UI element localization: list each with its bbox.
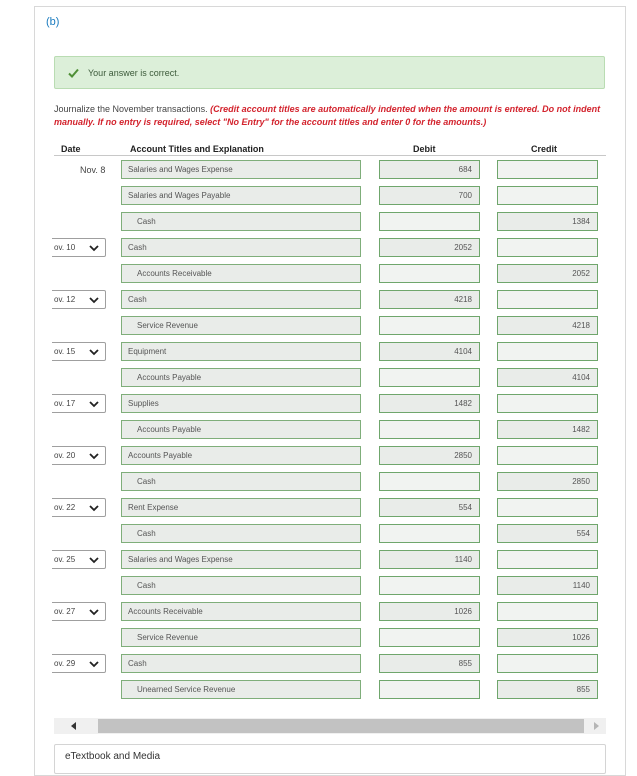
journal-row xyxy=(0,628,637,650)
date-select-value: ov. 12 xyxy=(54,295,76,304)
journal-row xyxy=(0,264,637,286)
account-title-input[interactable]: Salaries and Wages Expense xyxy=(121,160,361,179)
date-select-value: ov. 27 xyxy=(54,607,76,616)
etextbook-label: eTextbook and Media xyxy=(65,751,161,762)
account-title-input[interactable]: Cash xyxy=(121,654,361,673)
journal-row xyxy=(0,654,637,676)
chevron-down-icon xyxy=(89,660,99,668)
credit-input[interactable] xyxy=(497,342,598,361)
credit-input[interactable] xyxy=(497,550,598,569)
credit-input[interactable]: 1482 xyxy=(497,420,598,439)
date-select[interactable] xyxy=(52,238,106,257)
credit-input[interactable]: 1384 xyxy=(497,212,598,231)
account-title-input[interactable]: Rent Expense xyxy=(121,498,361,517)
account-title-input[interactable]: Supplies xyxy=(121,394,361,413)
credit-input[interactable]: 4218 xyxy=(497,316,598,335)
debit-input[interactable]: 2052 xyxy=(379,238,480,257)
debit-input[interactable]: 4218 xyxy=(379,290,480,309)
scroll-left-button[interactable] xyxy=(54,718,94,734)
journal-row xyxy=(0,160,637,182)
chevron-down-icon xyxy=(89,504,99,512)
journal-row xyxy=(0,186,637,208)
chevron-down-icon xyxy=(89,400,99,408)
date-select-value: ov. 25 xyxy=(54,555,76,564)
account-title-input[interactable]: Accounts Receivable xyxy=(121,264,361,283)
journal-row xyxy=(0,472,637,494)
arrow-left-icon xyxy=(71,722,77,730)
date-select-value: ov. 15 xyxy=(54,347,76,356)
date-select[interactable] xyxy=(52,602,106,621)
debit-input[interactable]: 1140 xyxy=(379,550,480,569)
date-select-value: ov. 10 xyxy=(54,243,76,252)
account-title-input[interactable]: Cash xyxy=(121,524,361,543)
credit-input[interactable]: 2052 xyxy=(497,264,598,283)
journal-row xyxy=(0,446,637,468)
debit-input[interactable]: 700 xyxy=(379,186,480,205)
account-title-input[interactable]: Cash xyxy=(121,472,361,491)
debit-input[interactable] xyxy=(379,264,480,283)
credit-input[interactable] xyxy=(497,186,598,205)
credit-input[interactable] xyxy=(497,498,598,517)
account-title-input[interactable]: Cash xyxy=(121,212,361,231)
journal-row xyxy=(0,316,637,338)
scroll-right-button[interactable] xyxy=(586,718,606,734)
date-select[interactable] xyxy=(52,394,106,413)
chevron-down-icon xyxy=(89,452,99,460)
header-account: Account Titles and Explanation xyxy=(130,144,264,154)
chevron-down-icon xyxy=(89,348,99,356)
debit-input[interactable]: 1026 xyxy=(379,602,480,621)
account-title-input[interactable]: Cash xyxy=(121,290,361,309)
debit-input[interactable] xyxy=(379,212,480,231)
credit-input[interactable] xyxy=(497,160,598,179)
journal-row xyxy=(0,238,637,260)
debit-input[interactable] xyxy=(379,316,480,335)
chevron-down-icon xyxy=(89,296,99,304)
journal-row xyxy=(0,602,637,624)
account-title-input[interactable]: Service Revenue xyxy=(121,316,361,335)
check-icon xyxy=(68,68,79,78)
arrow-right-icon xyxy=(593,722,599,730)
journal-row xyxy=(0,290,637,312)
credit-input[interactable] xyxy=(497,654,598,673)
date-select-value: ov. 17 xyxy=(54,399,76,408)
date-select[interactable] xyxy=(52,550,106,569)
credit-input[interactable] xyxy=(497,446,598,465)
journal-row xyxy=(0,342,637,364)
journal-row xyxy=(0,394,637,416)
credit-input[interactable] xyxy=(497,394,598,413)
date-select-value: ov. 20 xyxy=(54,451,76,460)
account-title-input[interactable]: Salaries and Wages Expense xyxy=(121,550,361,569)
account-title-input[interactable]: Cash xyxy=(121,238,361,257)
debit-input[interactable]: 2850 xyxy=(379,446,480,465)
journal-row xyxy=(0,524,637,546)
account-title-input[interactable]: Unearned Service Revenue xyxy=(121,680,361,699)
journal-row xyxy=(0,498,637,520)
correct-answer-banner xyxy=(54,56,605,89)
credit-input[interactable]: 2850 xyxy=(497,472,598,491)
banner-text: Your answer is correct. xyxy=(88,67,180,78)
date-select[interactable] xyxy=(52,446,106,465)
instructions xyxy=(54,103,606,129)
credit-input[interactable] xyxy=(497,238,598,257)
debit-input[interactable]: 1482 xyxy=(379,394,480,413)
scrollbar-thumb[interactable] xyxy=(98,719,584,733)
debit-input[interactable] xyxy=(379,524,480,543)
debit-input[interactable] xyxy=(379,420,480,439)
debit-input[interactable]: 4104 xyxy=(379,342,480,361)
account-title-input[interactable]: Accounts Payable xyxy=(121,368,361,387)
chevron-down-icon xyxy=(89,556,99,564)
debit-input[interactable] xyxy=(379,368,480,387)
instructions-note: (Credit account titles are automatically indented when the amount is entered. Do not indent manually. If no entry is required, select "No Entry" for the account titles and enter 0 for the amounts.) xyxy=(54,104,601,127)
debit-input[interactable] xyxy=(379,576,480,595)
credit-input[interactable]: 855 xyxy=(497,680,598,699)
credit-input[interactable]: 4104 xyxy=(497,368,598,387)
credit-input[interactable] xyxy=(497,290,598,309)
account-title-input[interactable]: Cash xyxy=(121,576,361,595)
debit-input[interactable]: 554 xyxy=(379,498,480,517)
header-debit: Debit xyxy=(413,144,436,154)
account-title-input[interactable]: Accounts Payable xyxy=(121,446,361,465)
date-select[interactable] xyxy=(52,498,106,517)
part-label: (b) xyxy=(46,16,60,28)
account-title-input[interactable]: Equipment xyxy=(121,342,361,361)
date-select[interactable] xyxy=(52,290,106,309)
account-title-input[interactable]: Accounts Payable xyxy=(121,420,361,439)
date-select-value: ov. 22 xyxy=(54,503,76,512)
credit-input[interactable] xyxy=(497,602,598,621)
journal-row xyxy=(0,550,637,572)
date-select-value: ov. 29 xyxy=(54,659,76,668)
instructions-prefix: Journalize the November transactions. xyxy=(54,104,211,114)
etextbook-media-section[interactable] xyxy=(54,744,606,774)
chevron-down-icon xyxy=(89,244,99,252)
debit-input[interactable]: 855 xyxy=(379,654,480,673)
date-select[interactable] xyxy=(52,654,106,673)
header-credit: Credit xyxy=(531,144,558,154)
journal-row xyxy=(0,680,637,702)
journal-row xyxy=(0,212,637,234)
debit-input[interactable] xyxy=(379,628,480,647)
header-date: Date xyxy=(61,144,81,154)
credit-input[interactable]: 554 xyxy=(497,524,598,543)
account-title-input[interactable]: Accounts Receivable xyxy=(121,602,361,621)
debit-input[interactable] xyxy=(379,472,480,491)
date-select[interactable] xyxy=(52,342,106,361)
debit-input[interactable]: 684 xyxy=(379,160,480,179)
chevron-down-icon xyxy=(89,608,99,616)
header-divider xyxy=(54,155,606,156)
debit-input[interactable] xyxy=(379,680,480,699)
journal-row xyxy=(0,576,637,598)
journal-row xyxy=(0,368,637,390)
credit-input[interactable]: 1140 xyxy=(497,576,598,595)
journal-row xyxy=(0,420,637,442)
account-title-input[interactable]: Salaries and Wages Payable xyxy=(121,186,361,205)
date-label: Nov. 8 xyxy=(80,165,106,175)
credit-input[interactable]: 1026 xyxy=(497,628,598,647)
account-title-input[interactable]: Service Revenue xyxy=(121,628,361,647)
